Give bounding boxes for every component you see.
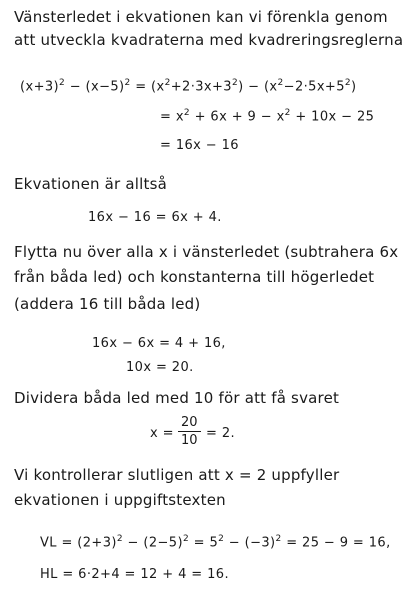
exponent: 2 <box>231 78 239 88</box>
exponent: 2 <box>183 108 191 118</box>
fraction-denominator: 10 <box>181 433 198 448</box>
expansion-row-1-part: −2·5x+5 <box>283 79 345 95</box>
check-vl-part: = 25 − 9 = 16, <box>281 535 391 551</box>
equation-1: 16x − 16 = 6x + 4. <box>88 210 222 225</box>
answer-lhs: x = <box>150 426 174 441</box>
check-vl-part: = 5 <box>189 535 219 551</box>
expansion-row-1-part: +2·3x+3 <box>170 79 232 95</box>
answer-rhs: = 2. <box>206 426 236 441</box>
paragraph-3-line-1: Flytta nu över alla x i vänsterledet (subtrahera 6x <box>14 243 399 261</box>
expansion-row-3: = 16x − 16 <box>160 138 239 153</box>
exponent: 2 <box>284 108 291 118</box>
check-vl <box>40 534 391 550</box>
paragraph-4: Dividera båda led med 10 för att få svaret <box>14 389 340 407</box>
exponent: 2 <box>164 78 171 88</box>
exponent: 2 <box>182 534 190 544</box>
expansion-row-2-part: = x <box>160 109 184 125</box>
check-vl-part: VL = (2+3) <box>40 535 117 551</box>
paragraph-1-line-2: att utveckla kvadraterna med kvadreringsreglerna <box>14 31 404 49</box>
check-hl: HL = 6·2+4 = 12 + 4 = 16. <box>40 567 229 582</box>
paragraph-3-line-3: (addera 16 till båda led) <box>14 295 201 313</box>
exponent: 2 <box>218 534 225 544</box>
expansion-row-2 <box>160 108 374 124</box>
paragraph-5-line-2: ekvationen i uppgiftstexten <box>14 491 226 509</box>
exponent: 2 <box>277 78 284 88</box>
exponent: 2 <box>275 534 282 544</box>
expansion-row-2-part: + 10x − 25 <box>290 109 375 125</box>
check-vl-part: − (2−5) <box>123 535 183 551</box>
paragraph-3-line-2: från båda led) och konstanterna till högerledet <box>14 268 375 286</box>
expansion-row-1-part: − (x−5) <box>65 79 125 95</box>
exponent: 2 <box>124 78 131 88</box>
fraction-numerator: 20 <box>178 415 201 432</box>
exponent: 2 <box>116 534 124 544</box>
expansion-row-2-part: + 6x + 9 − x <box>190 109 285 125</box>
paragraph-5-line-1: Vi kontrollerar slutligen att x = 2 uppfyller <box>14 466 340 484</box>
expansion-row-1 <box>20 78 357 94</box>
step-row-2: 10x = 20. <box>126 360 194 375</box>
exponent: 2 <box>344 78 352 88</box>
check-vl-part: − (−3) <box>224 535 276 551</box>
paragraph-2: Ekvationen är alltså <box>14 175 168 193</box>
paragraph-1-line-1: Vänsterledet i ekvationen kan vi förenkla genom <box>14 8 388 26</box>
exponent: 2 <box>59 78 66 88</box>
expansion-row-1-part: = (x <box>130 79 165 95</box>
expansion-row-1-part: ) − (x <box>238 79 278 95</box>
step-row-1: 16x − 6x = 4 + 16, <box>92 336 226 351</box>
expansion-row-1-part: (x+3) <box>20 79 60 95</box>
expansion-row-1-part: ) <box>351 79 357 95</box>
answer-fraction <box>178 415 201 448</box>
